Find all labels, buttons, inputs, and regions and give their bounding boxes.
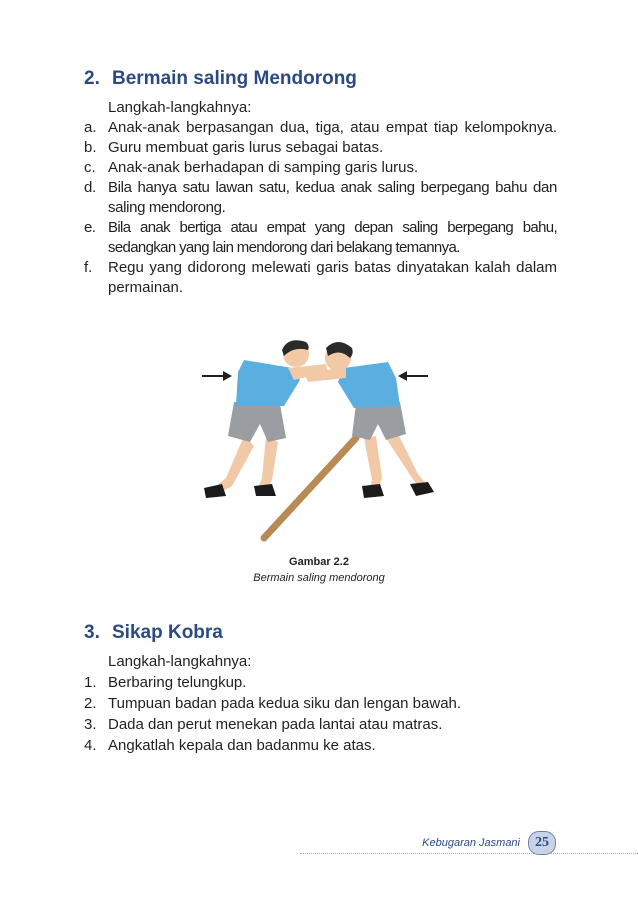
list-text: Anak-anak berpasangan dua, tiga, atau empat tiap kelompoknya. [108,119,557,136]
list-item [84,178,557,218]
list-marker: d. [84,179,96,196]
list-marker: 4. [84,737,97,754]
list-marker: 2. [84,695,97,712]
arrow-left-icon [398,371,428,381]
list-text: Anak-anak berhadapan di samping garis lurus. [108,159,419,176]
list-item [84,736,557,756]
section-2-title: Bermain saling Mendorong [112,68,357,89]
list-item [84,694,557,714]
list-item [84,673,557,693]
figure-caption: Bermain saling mendorong [253,572,385,584]
list-marker: f. [84,259,93,276]
list-marker: a. [84,119,97,136]
list-text: Guru membuat garis lurus sebagai batas. [108,139,384,156]
list-marker: b. [84,139,97,156]
list-text: Bila hanya satu lawan satu, kedua anak saling berpegang bahu dan saling mendorong. [108,179,557,216]
list-item [84,258,557,298]
left-child-figure [204,340,328,498]
list-item [84,138,557,158]
list-text: Bila anak bertiga atau empat yang depan saling berpegang bahu, sedangkan yang lain mendorong dari belakang temannya. [108,219,557,256]
list-item [84,158,557,178]
list-text: Dada dan perut menekan pada lantai atau matras. [108,716,443,733]
list-item [84,218,557,258]
section-3-steps [84,673,557,757]
list-text: Angkatlah kepala dan badanmu ke atas. [108,737,376,754]
section-3-heading [84,622,223,644]
list-item [84,715,557,735]
figure-label: Gambar 2.2 [289,556,349,568]
list-text: Regu yang didorong melewati garis batas dinyatakan kalah dalam permainan. [108,259,557,296]
section-2-number: 2. [84,68,100,89]
list-item [84,118,557,138]
boundary-line [264,438,356,538]
section-2-heading [84,68,357,90]
footer-divider [300,853,638,854]
footer-book-title: Kebugaran Jasmani [422,837,520,849]
page-number: 25 [528,831,556,855]
section-3-number: 3. [84,622,100,643]
list-marker: c. [84,159,96,176]
list-marker: 1. [84,674,97,691]
list-marker: 3. [84,716,97,733]
list-text: Berbaring telungkup. [108,674,247,691]
pushing-game-illustration [196,338,446,544]
list-marker: e. [84,219,96,236]
section-2-intro: Langkah-langkahnya: [108,99,252,116]
list-text: Tumpuan badan pada kedua siku dan lengan bawah. [108,695,462,712]
section-3-intro: Langkah-langkahnya: [108,653,252,670]
section-3-title: Sikap Kobra [112,622,223,643]
section-2-steps [84,118,557,298]
arrow-right-icon [202,371,232,381]
